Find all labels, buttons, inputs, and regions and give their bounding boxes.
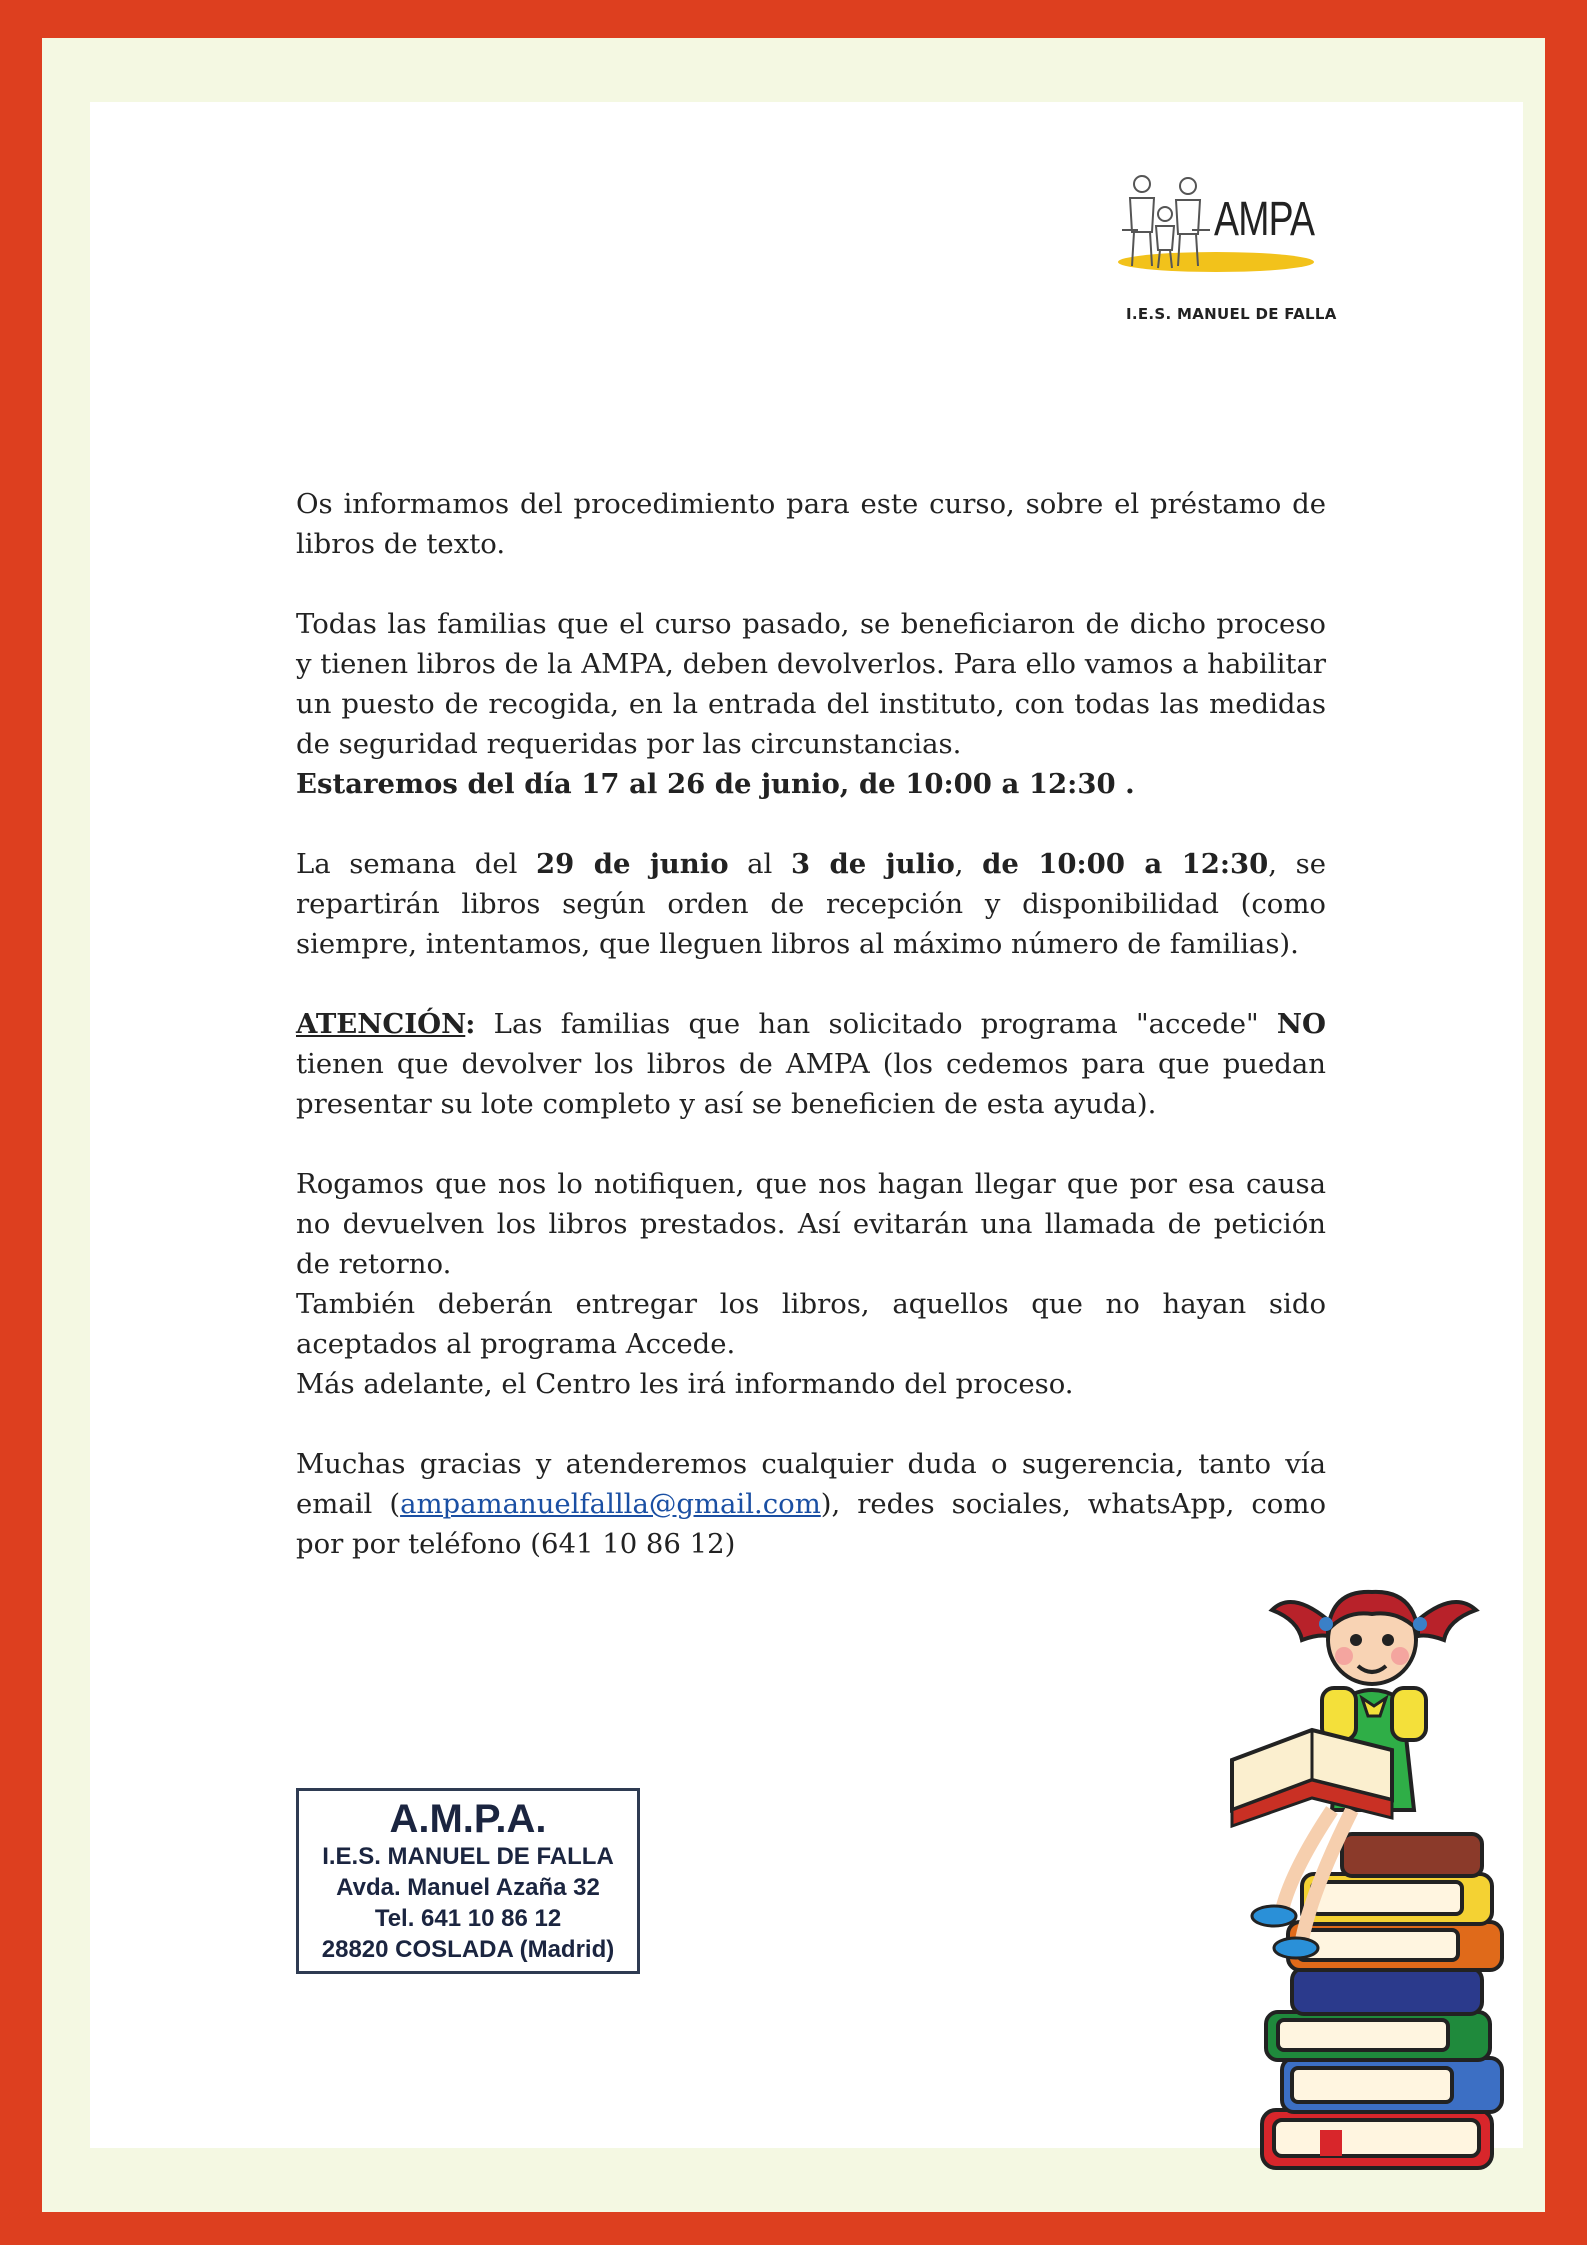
letter-body [296,484,1326,1604]
return-dates: Estaremos del día 17 al 26 de junio, de 10:00 a 12:30 . [296,768,1135,800]
logo-school-name: I.E.S. MANUEL DE FALLA [1126,305,1337,323]
stamp-address: Avda. Manuel Azaña 32 [336,1874,600,1901]
stamp-title: A.M.P.A. [389,1797,547,1841]
stamp-city: 28820 COSLADA (Madrid) [321,1936,615,1963]
stamp-school: I.E.S. MANUEL DE FALLA [322,1843,614,1870]
paragraph-contact: Muchas gracias y atenderemos cualquier duda o sugerencia, tanto vía email (ampamanuelfallla@gmail.com), redes sociales, whatsApp, como por por teléfono (641 10 86 12) [296,1448,1326,1560]
girl-reading-books-illustration [1222,1570,1522,2200]
logo-brand: AMPA [1214,193,1315,246]
paragraph-intro: Os informamos del procedimiento para este curso, sobre el préstamo de libros de texto. [296,488,1326,560]
ampa-logo [1118,170,1337,335]
attention-label: ATENCIÓN [296,1008,466,1040]
paragraph-notify: Rogamos que nos lo notifiquen, que nos hagan llegar que por esa causa no devuelven los libros prestados. Así evitarán una llamada de petición de retorno. [296,1168,1326,1280]
paragraph-return: Todas las familias que el curso pasado, se beneficiaron de dicho proceso y tienen libros de la AMPA, deben devolverlos. Para ello vamos a habilitar un puesto de recogida, en la entrada del instituto, con todas las medidas de seguridad requeridas por las circunstancias. [296,608,1326,760]
paragraph-dates [296,764,1326,804]
paragraph-later: Más adelante, el Centro les irá informando del proceso. [296,1368,1074,1400]
paragraph-attention: ATENCIÓN: Las familias que han solicitado programa "accede" NO tienen que devolver los libros de AMPA (los cedemos para que puedan presentar su lote completo y así se beneficien de esta ayuda). [296,1008,1326,1120]
stamp-phone: Tel. 641 10 86 12 [374,1905,562,1932]
email-link[interactable]: ampamanuelfallla@gmail.com [400,1488,821,1520]
paragraph-accede: También deberán entregar los libros, aquellos que no hayan sido aceptados al programa Accede. [296,1288,1326,1360]
paragraph-distribution: La semana del 29 de junio al 3 de julio, de 10:00 a 12:30, se repartirán libros según orden de recepción y disponibilidad (como siempre, intentamos, que lleguen libros al máximo número de familias). [296,848,1326,960]
ampa-stamp [296,1788,640,1974]
